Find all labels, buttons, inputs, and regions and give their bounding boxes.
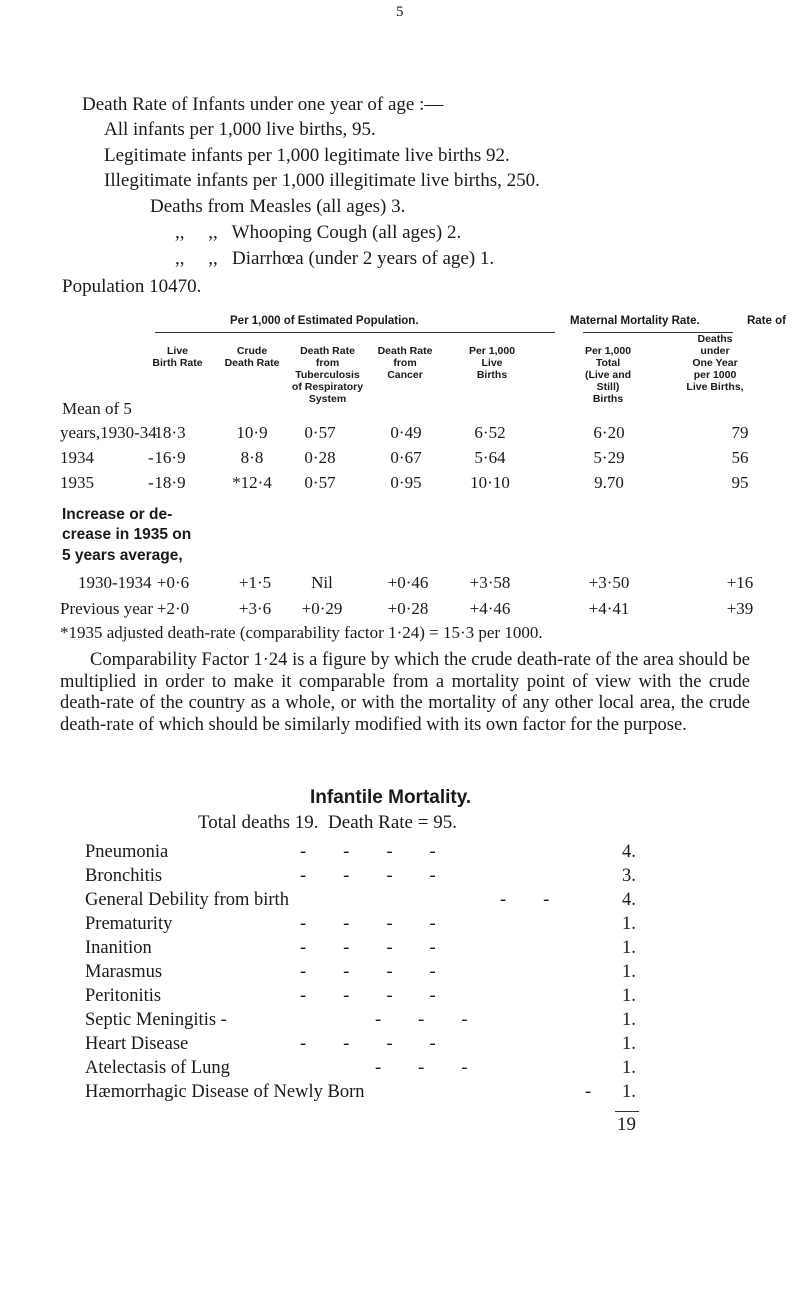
table-cell: 6·52: [474, 423, 506, 442]
brace-estimated: [155, 332, 555, 339]
cause-value: 1.: [622, 1082, 636, 1102]
row-label: Previous year: [60, 599, 154, 618]
table-cell: 0·67: [390, 448, 422, 467]
intro-line: Legitimate infants per 1,000 legitimate live births 92.: [104, 145, 510, 166]
cause-dashes: -: [585, 1082, 592, 1102]
list-item: [85, 890, 645, 911]
cause-value: 1.: [622, 986, 636, 1006]
infant-death-rate-title: Death Rate of Infants under one year of age :—: [82, 94, 444, 115]
table-cell: 9.70: [594, 473, 624, 492]
row-label: Mean of 5: [62, 399, 132, 418]
cause-value: 3.: [622, 866, 636, 886]
population: Population 10470.: [62, 276, 202, 297]
list-item: [85, 1034, 645, 1055]
list-item: [85, 1082, 645, 1103]
table-cell: +0·28: [387, 599, 429, 618]
cause-name: Hæmorrhagic Disease of Newly Born: [85, 1082, 365, 1102]
infantile-subheading: Total deaths 19. Death Rate = 95.: [198, 812, 457, 833]
table-cell: Nil: [311, 573, 333, 592]
cause-dashes: - - - -: [300, 866, 436, 886]
infantile-total: 19: [617, 1114, 636, 1135]
cause-name: Septic Meningitis -: [85, 1010, 227, 1030]
table-cell: +3·50: [588, 573, 630, 592]
list-item: [85, 962, 645, 983]
intro-line: All infants per 1,000 live births, 95.: [104, 119, 376, 140]
cause-name: Bronchitis: [85, 866, 163, 886]
table-cell: +0·29: [301, 599, 343, 618]
infantile-heading: Infantile Mortality.: [310, 787, 472, 808]
list-item: [85, 986, 645, 1007]
table-cell: +16: [726, 573, 754, 592]
table-cell: 56: [731, 448, 749, 467]
cause-dashes: - - - -: [300, 986, 436, 1006]
cause-value: 1.: [622, 1058, 636, 1078]
col-header-maternal-live: Per 1,000 Live Births: [468, 345, 516, 381]
table-cell: 0·57: [304, 473, 336, 492]
table-cell: +39: [726, 599, 754, 618]
cause-value: 1.: [622, 938, 636, 958]
table-cell: 16·9: [154, 448, 186, 467]
cause-dashes: - - -: [375, 1010, 468, 1030]
increase-label: crease in 1935 on: [62, 526, 192, 543]
table-cell: +2·0: [156, 599, 190, 618]
cause-dashes: - - - -: [300, 962, 436, 982]
table-cell: 0·28: [304, 448, 336, 467]
cause-name: General Debility from birth: [85, 890, 289, 910]
cause-dashes: - - -: [375, 1058, 468, 1078]
cause-value: 1.: [622, 914, 636, 934]
table-cell: +4·46: [469, 599, 511, 618]
cause-value: 4.: [622, 890, 636, 910]
row-dash: -: [148, 448, 154, 467]
increase-label: Increase or de-: [62, 506, 173, 523]
list-item: [85, 914, 645, 935]
cause-dashes: - - - -: [300, 1034, 436, 1054]
col-header-tuberculosis: Death Rate from Tuberculosis of Respiratory System: [291, 345, 364, 405]
cause-name: Prematurity: [85, 914, 173, 934]
list-item: [85, 842, 645, 863]
table-cell: 5·29: [593, 448, 625, 467]
table-cell: +0·46: [387, 573, 429, 592]
table-cell: 18·9: [154, 473, 186, 492]
cause-name: Atelectasis of Lung: [85, 1058, 230, 1078]
row-label: years,1930-34: [60, 423, 157, 442]
list-item: [85, 866, 645, 887]
table-cell: *12·4: [232, 473, 272, 492]
col-header-infant-deaths: Deaths under One Year per 1000 Live Births,: [686, 333, 744, 393]
cause-value: 1.: [622, 1010, 636, 1030]
table-cell: 5·64: [474, 448, 506, 467]
list-item: [85, 1058, 645, 1079]
group-header-maternal: Maternal Mortality Rate.: [570, 315, 700, 327]
col-header-live-birth-rate: Live Birth Rate: [152, 345, 203, 369]
intro-line: ,, ,, Diarrhœa (under 2 years of age) 1.: [175, 248, 495, 269]
table-cell: 6·20: [593, 423, 625, 442]
cause-dashes: - - - -: [300, 914, 436, 934]
cause-name: Pneumonia: [85, 842, 169, 862]
cause-name: Marasmus: [85, 962, 163, 982]
table-cell: +1·5: [238, 573, 272, 592]
cause-dashes: - - - -: [300, 842, 436, 862]
col-header-cancer: Death Rate from Cancer: [377, 345, 433, 381]
intro-line: ,, ,, Whooping Cough (all ages) 2.: [175, 222, 462, 243]
row-label: 1930-1934: [78, 573, 152, 592]
row-dash: -: [148, 473, 154, 492]
cause-name: Inanition: [85, 938, 152, 958]
table-cell: 0·95: [390, 473, 422, 492]
total-rule: [615, 1111, 639, 1112]
col-header-maternal-total: Per 1,000 Total (Live and Still) Births: [584, 345, 632, 405]
table-cell: 79: [731, 423, 749, 442]
cause-name: Heart Disease: [85, 1034, 189, 1054]
table-cell: 10·9: [236, 423, 268, 442]
table-cell: 0·49: [390, 423, 422, 442]
cause-name: Peritonitis: [85, 986, 162, 1006]
col-header-crude-death-rate: Crude Death Rate: [224, 345, 280, 369]
list-item: [85, 938, 645, 959]
group-header-infant: Rate of: [747, 315, 786, 327]
page-number: 5: [396, 4, 404, 20]
row-label: 1935: [60, 473, 94, 492]
table-cell: 95: [731, 473, 749, 492]
comparability-paragraph: Comparability Factor 1·24 is a figure by which the crude death-rate of the area should be multiplied in order to make it comparable from a mortality point of view with the crude death-rate of the country as a whole, or with the mortality of any other local area, the crude death-rate of which should be similarly modified with its own factor for the purpose.: [60, 650, 750, 735]
table-cell: +3·58: [469, 573, 511, 592]
cause-value: 1.: [622, 962, 636, 982]
footnote: *1935 adjusted death-rate (comparability factor 1·24) = 15·3 per 1000.: [60, 623, 543, 642]
intro-line: Illegitimate infants per 1,000 illegitimate live births, 250.: [104, 170, 540, 191]
intro-line: Deaths from Measles (all ages) 3.: [150, 196, 406, 217]
cause-dashes: - - - -: [300, 938, 436, 958]
table-cell: 8·8: [240, 448, 264, 467]
table-cell: 10·10: [470, 473, 510, 492]
table-cell: 18·3: [154, 423, 186, 442]
list-item: [85, 1010, 645, 1031]
increase-label: 5 years average,: [62, 547, 183, 564]
table-cell: 0·57: [304, 423, 336, 442]
cause-dashes: - -: [500, 890, 550, 910]
table-cell: +3·6: [238, 599, 272, 618]
row-label: 1934: [60, 448, 94, 467]
cause-value: 4.: [622, 842, 636, 862]
table-cell: +0·6: [156, 573, 190, 592]
cause-value: 1.: [622, 1034, 636, 1054]
table-cell: +4·41: [588, 599, 630, 618]
group-header-estimated: Per 1,000 of Estimated Population.: [230, 315, 419, 327]
